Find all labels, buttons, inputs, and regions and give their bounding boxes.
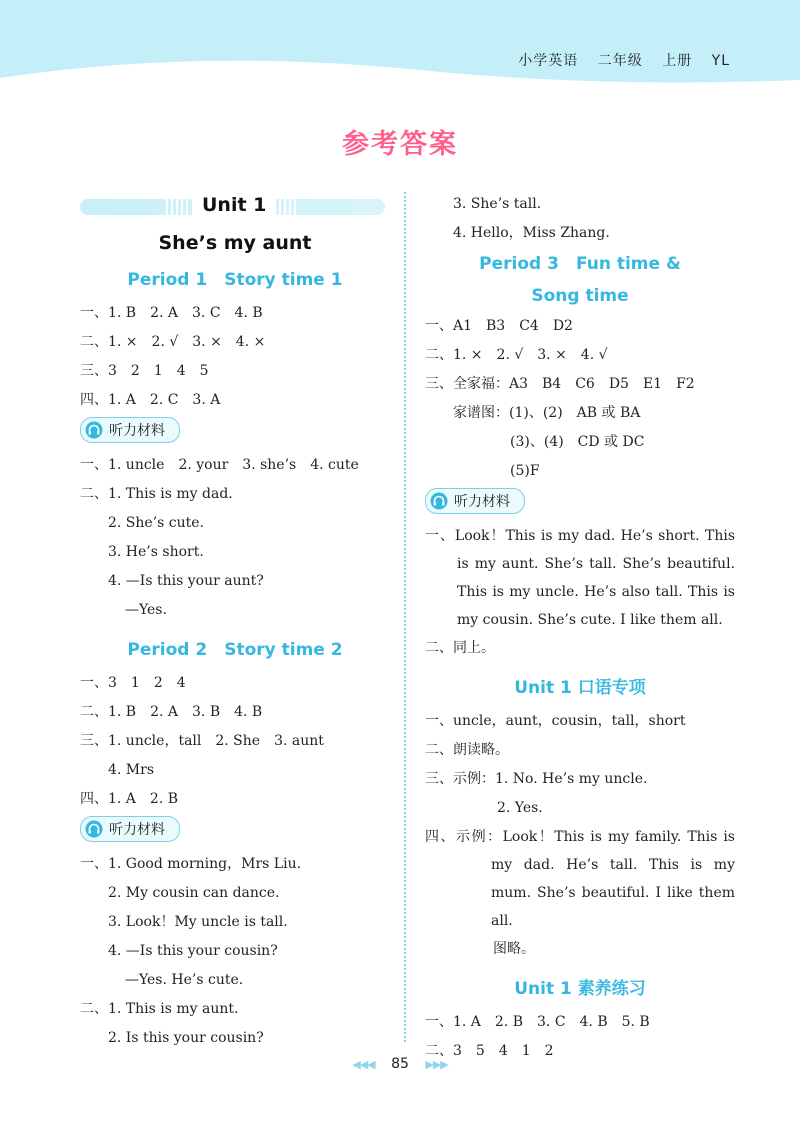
answer-line: (3)、(4) CD 或 DC — [510, 434, 645, 450]
listening-material-tag — [425, 488, 525, 514]
answer-line: 3. Look！My uncle is tall. — [108, 914, 288, 930]
headphones-icon — [85, 421, 103, 439]
listening-passage: 一、Look！This is my dad. He’s short. This is my aunt. She’s tall. She’s beautiful. This is my uncle. He’s also tall. This is my cousin. She’s cute. I like them all. — [425, 528, 735, 628]
listening-label: 听力材料 — [109, 423, 165, 439]
answer-line: 图略。 — [493, 941, 535, 957]
answer-line: 三、示例：1. No. He’s my uncle. — [425, 771, 648, 787]
answer-line: 4. Hello，Miss Zhang. — [453, 225, 610, 241]
period3-heading-line2: Song time — [531, 286, 629, 306]
answer-line: —Yes. He’s cute. — [125, 972, 244, 988]
left-arrows-icon: ◀◀◀ — [352, 1058, 375, 1071]
answer-paragraph: 四、示例：Look！This is my family. This is my dad. He’s tall. This is my mum. She’s beautiful. I like them all. — [425, 829, 735, 929]
unit-title: She’s my aunt — [158, 232, 312, 254]
answer-line: 四、1. A 2. C 3. A — [80, 392, 221, 408]
answer-line: 三、3 2 1 4 5 — [80, 363, 209, 379]
answer-line: 一、A1 B3 C4 D2 — [425, 318, 573, 334]
answer-line: 二、1. This is my aunt. — [80, 1001, 239, 1017]
answer-line: 一、1. B 2. A 3. C 4. B — [80, 305, 263, 321]
grade-label: 二年级 — [597, 53, 643, 69]
answer-line: 二、1. B 2. A 3. B 4. B — [80, 704, 263, 720]
listening-material-tag — [80, 816, 180, 842]
headphones-icon — [85, 820, 103, 838]
answer-line: 四、1. A 2. B — [80, 791, 179, 807]
right-arrows-icon: ▶▶▶ — [425, 1058, 448, 1071]
headphones-icon — [430, 492, 448, 510]
practice-heading: Unit 1 素养练习 — [514, 979, 646, 999]
answer-line: 二、朗读略。 — [425, 742, 509, 758]
column-divider — [404, 192, 406, 1042]
answer-line: 二、1. × 2. √ 3. × 4. √ — [425, 347, 608, 363]
edition-label: YL — [711, 53, 730, 69]
answer-line: 一、1. A 2. B 3. C 4. B 5. B — [425, 1014, 650, 1030]
oral-practice-heading: Unit 1 口语专项 — [514, 678, 646, 698]
period1-heading: Period 1 Story time 1 — [127, 270, 343, 290]
answer-line: 2. My cousin can dance. — [108, 885, 280, 901]
answer-line: 家谱图：(1)、(2) AB 或 BA — [453, 405, 641, 421]
answer-line: 3. She’s tall. — [453, 196, 542, 212]
answer-line: 一、3 1 2 4 — [80, 675, 186, 691]
volume-label: 上册 — [662, 53, 693, 69]
unit-heading-bar — [80, 190, 390, 222]
answer-line: 2. She’s cute. — [108, 515, 205, 531]
listening-label: 听力材料 — [454, 494, 510, 510]
answer-line: —Yes. — [125, 602, 167, 618]
subject-label: 小学英语 — [518, 53, 579, 69]
period3-heading-line1: Period 3 Fun time & — [479, 254, 681, 274]
answer-line: 3. He’s short. — [108, 544, 204, 560]
period2-heading: Period 2 Story time 2 — [127, 640, 343, 660]
answer-line: (5)F — [510, 463, 540, 479]
answer-line: 2. Yes. — [497, 800, 543, 816]
right-column — [425, 190, 735, 1066]
unit-label: Unit 1 — [192, 194, 276, 216]
page-number: 85 — [391, 1056, 409, 1072]
page-footer — [0, 1056, 800, 1072]
header-band-shape — [0, 0, 800, 85]
answer-line: 二、1. × 2. √ 3. × 4. × — [80, 334, 266, 350]
page-title: 参考答案 — [342, 129, 458, 160]
answer-line: 4. —Is this your aunt? — [108, 573, 264, 589]
answer-line: 二、同上。 — [425, 640, 495, 656]
left-column — [80, 190, 390, 1053]
book-info — [504, 50, 730, 70]
answer-line: 一、uncle，aunt，cousin，tall，short — [425, 713, 686, 729]
listening-label: 听力材料 — [109, 822, 165, 838]
answer-line: 一、1. Good morning，Mrs Liu. — [80, 856, 302, 872]
answer-line: 4. Mrs — [108, 762, 155, 778]
listening-material-tag — [80, 417, 180, 443]
answer-line: 二、3 5 4 1 2 — [425, 1043, 554, 1059]
answer-line: 2. Is this your cousin? — [108, 1030, 264, 1046]
answer-line: 4. —Is this your cousin? — [108, 943, 278, 959]
answer-line: 三、全家福：A3 B4 C6 D5 E1 F2 — [425, 376, 695, 392]
answer-line: 一、1. uncle 2. your 3. she’s 4. cute — [80, 457, 359, 473]
header-band — [0, 0, 800, 85]
answer-line: 二、1. This is my dad. — [80, 486, 233, 502]
answer-line: 三、1. uncle，tall 2. She 3. aunt — [80, 733, 324, 749]
